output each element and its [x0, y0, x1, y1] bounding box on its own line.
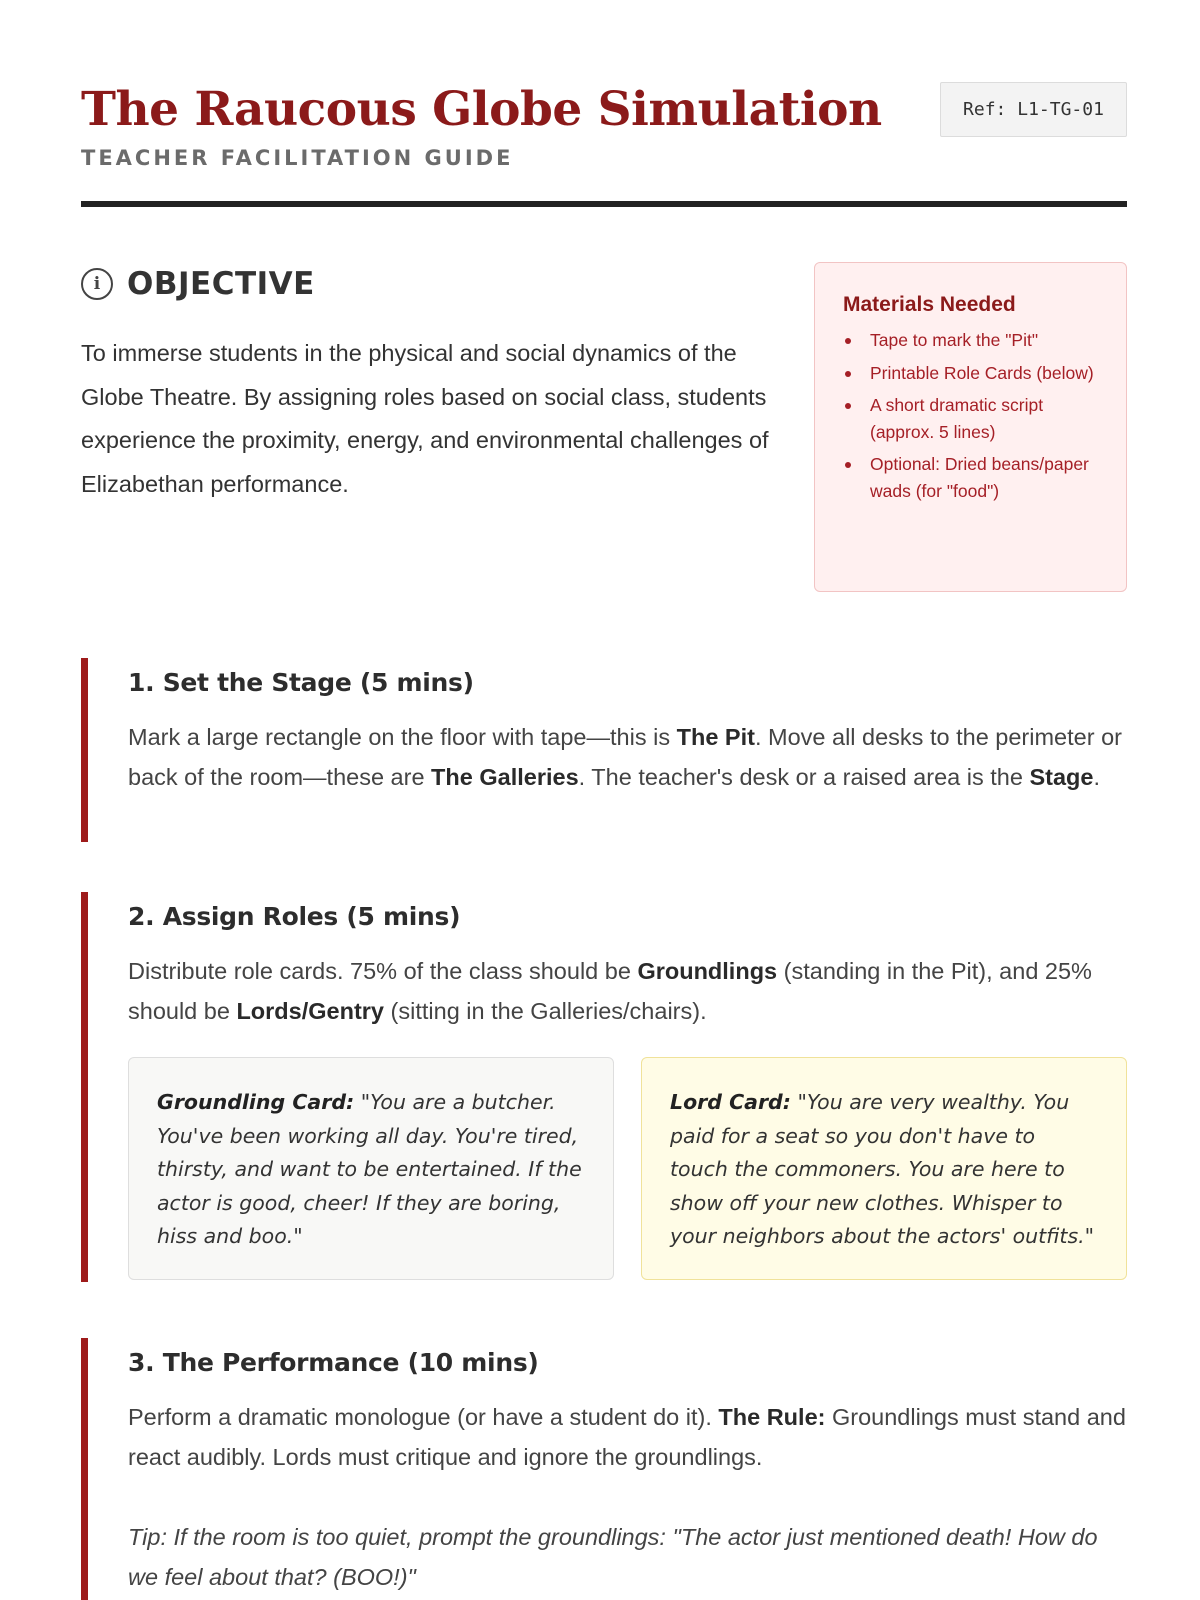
step-assign-roles	[81, 892, 1127, 1282]
tip-text: Tip: If the room is too quiet, prompt the groundlings: "The actor just mentioned death! How do we feel about that? (BOO!)"	[128, 1524, 1098, 1590]
guide-page	[81, 0, 1127, 1590]
bold-term: The Rule:	[718, 1404, 826, 1430]
objective-title: OBJECTIVE	[127, 266, 315, 302]
text-run: . Move all desks to the perimeter or back of the room—these are	[128, 724, 1122, 790]
materials-item: Printable Role Cards (below)	[843, 360, 1100, 387]
header	[81, 0, 1127, 210]
text-run: Groundlings must stand and react audibly. Lords must critique and ignore the groundlings.	[128, 1404, 1126, 1470]
card-label: Lord Card:	[670, 1090, 791, 1114]
text-run: (standing in the Pit), and 25% should be	[128, 958, 1092, 1024]
step-set-the-stage	[81, 658, 1127, 842]
bold-term: Groundlings	[637, 958, 778, 984]
lord-card	[641, 1057, 1127, 1280]
groundling-card	[128, 1057, 614, 1280]
card-text: "You are very wealthy. You paid for a seat so you don't have to touch the commoners. You are here to show off your new clothes. Whisper to your neighbors about the actors' outfits."	[670, 1090, 1095, 1248]
text-run: Mark a large rectangle on the floor with tape—this is	[128, 724, 677, 750]
bold-term: Stage	[1029, 764, 1094, 790]
info-icon: i	[81, 268, 113, 300]
materials-item: A short dramatic script (approx. 5 lines)	[843, 392, 1100, 445]
page-title: The Raucous Globe Simulation	[81, 82, 882, 137]
step-the-performance	[81, 1338, 1127, 1600]
step-title: 1. Set the Stage (5 mins)	[128, 668, 474, 697]
objective-text: To immerse students in the physical and social dynamics of the Globe Theatre. By assigning roles based on social class, students experience the proximity, energy, and environmental challenges of Elizabethan performance.	[81, 340, 769, 497]
step-text	[128, 717, 1127, 797]
step-title: 3. The Performance (10 mins)	[128, 1348, 539, 1377]
card-label: Groundling Card:	[157, 1090, 355, 1114]
text-run: (sitting in the Galleries/chairs).	[384, 998, 707, 1024]
objective-section	[81, 262, 1127, 592]
card-text: "You are a butcher. You've been working all day. You're tired, thirsty, and want to be entertained. If the actor is good, cheer! If they are boring, hiss and boo."	[157, 1090, 582, 1248]
bold-term: The Pit	[676, 724, 755, 750]
materials-item: Optional: Dried beans/paper wads (for "food")	[843, 451, 1100, 504]
header-divider	[81, 201, 1127, 207]
bold-term: The Galleries	[431, 764, 579, 790]
step-title: 2. Assign Roles (5 mins)	[128, 902, 461, 931]
step-text	[128, 1397, 1127, 1477]
text-run: Distribute role cards. 75% of the class should be	[128, 958, 638, 984]
materials-item: Tape to mark the "Pit"	[843, 327, 1100, 354]
objective-heading	[81, 266, 315, 302]
materials-heading: Materials Needed	[843, 293, 1016, 316]
materials-box	[814, 262, 1127, 592]
text-run: Perform a dramatic monologue (or have a student do it).	[128, 1404, 719, 1430]
text-run: . The teacher's desk or a raised area is the	[578, 764, 1030, 790]
step-text	[128, 951, 1127, 1031]
page-subtitle: TEACHER FACILITATION GUIDE	[81, 146, 514, 170]
role-cards	[128, 1057, 1127, 1280]
reference-badge: Ref: L1-TG-01	[940, 82, 1127, 137]
materials-list	[843, 327, 1100, 504]
bold-term: Lords/Gentry	[236, 998, 385, 1024]
text-run: .	[1093, 764, 1100, 790]
